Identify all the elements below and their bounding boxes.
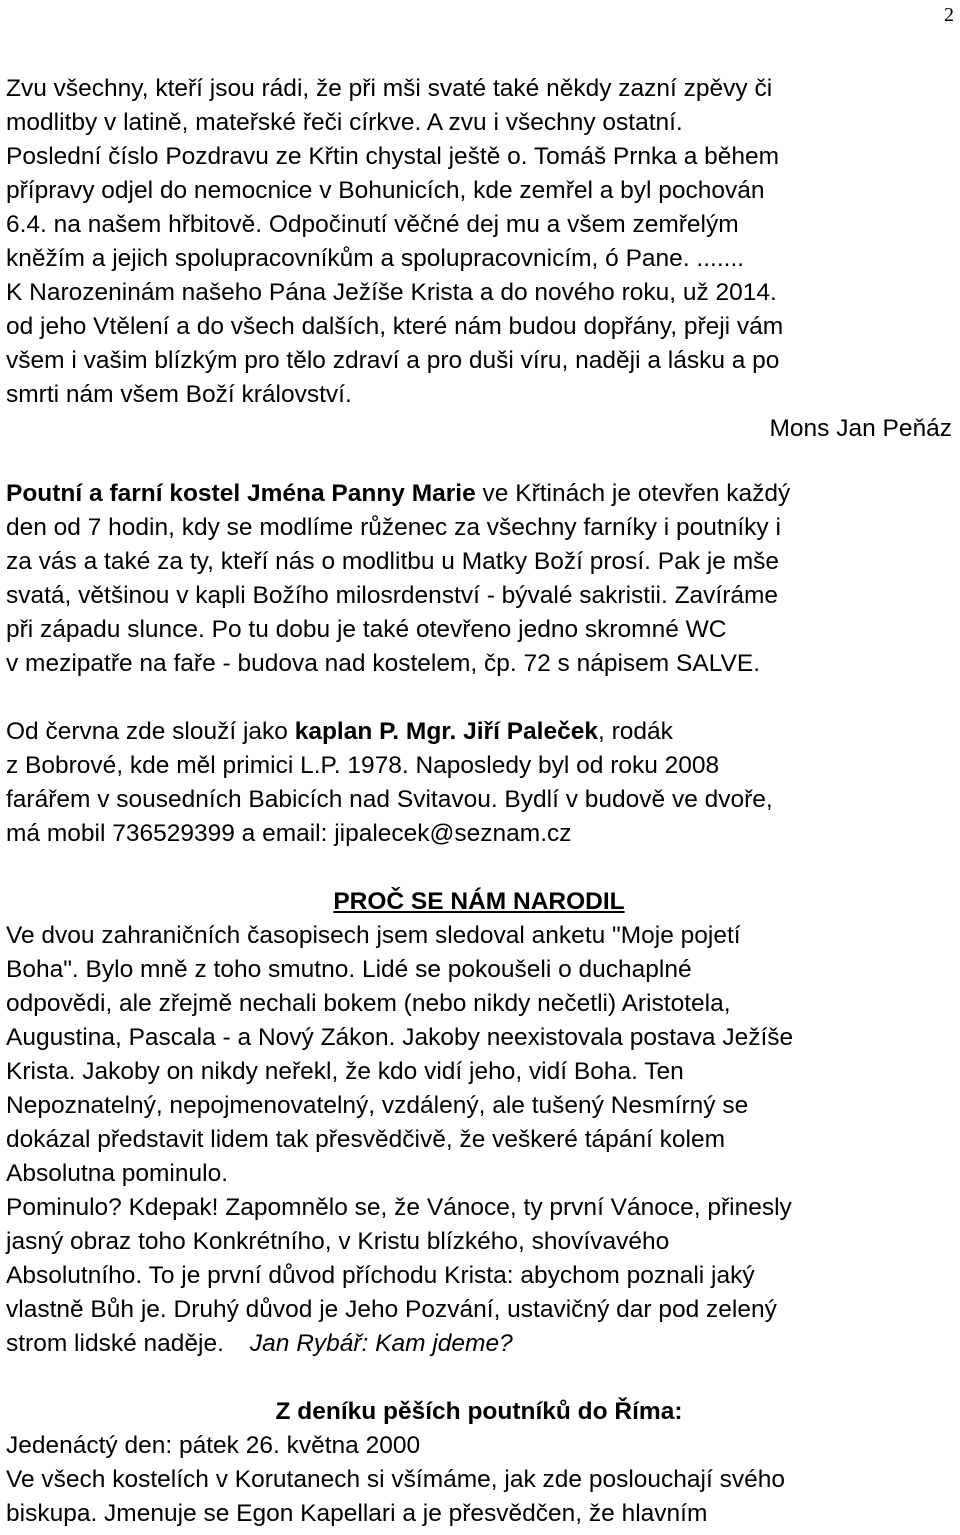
article-line: Absolutního. To je první důvod příchodu Krista: abychom poznali jaký — [6, 1262, 755, 1289]
chaplain-name: Jiří Paleček — [463, 718, 598, 745]
pilgrims-line: biskupa. Jmenuje se Egon Kapellari a je přesvědčen, že hlavním — [6, 1500, 708, 1527]
article-section — [6, 885, 952, 1361]
intro-line: K Narozeninám našeho Pána Ježíše Krista a do nového roku, už 2014. — [6, 279, 777, 306]
page-number: 2 — [944, 4, 954, 26]
article-line: Ve dvou zahraničních časopisech jsem sledoval anketu "Moje pojetí — [6, 922, 741, 949]
intro-line: přípravy odjel do nemocnice v Bohunicích, kde zemřel a byl pochován — [6, 177, 765, 204]
article-line: dokázal představit lidem tak přesvědčivě, že veškeré tápání kolem — [6, 1126, 726, 1153]
church-line — [6, 477, 952, 511]
article-line: Absolutna pominulo. — [6, 1160, 229, 1187]
church-line: den od 7 hodin, kdy se modlíme růženec za všechny farníky i poutníky i — [6, 514, 781, 541]
chaplain-title: kaplan P. Mgr. — [294, 718, 457, 745]
church-line: při západu slunce. Po tu dobu je také otevřeno jedno skromné WC — [6, 616, 727, 643]
article-line: Pominulo? Kdepak! Zapomnělo se, že Vánoce, ty první Vánoce, přinesly — [6, 1194, 792, 1221]
chaplain-line-rest: , rodák — [597, 718, 673, 745]
article-source: Jan Rybář: Kam jdeme? — [249, 1330, 513, 1357]
church-name: Poutní a farní kostel Jména Panny Marie — [6, 480, 476, 507]
pilgrims-line: Ve všech kostelích v Korutanech si všímáme, jak zde poslouchají svého — [6, 1466, 785, 1493]
article-line: vlastně Bůh je. Druhý důvod je Jeho Pozvání, ustavičný dar pod zelený — [6, 1296, 777, 1323]
article-line-text: strom lidské naděje. — [6, 1330, 224, 1357]
intro-line: Zvu všechny, kteří jsou rádi, že při mši svaté také někdy zazní zpěvy či — [6, 75, 773, 102]
intro-line: od jeho Vtělení a do všech dalších, které nám budou dopřány, přeji vám — [6, 313, 784, 340]
article-line: jasný obraz toho Konkrétního, v Kristu blízkého, shovívavého — [6, 1228, 670, 1255]
pilgrims-line: Jedenáctý den: pátek 26. května 2000 — [6, 1432, 421, 1459]
church-line: v mezipatře na faře - budova nad kostelem, čp. 72 s nápisem SALVE. — [6, 650, 760, 677]
church-section — [6, 477, 952, 681]
pilgrims-section — [6, 1395, 952, 1531]
spacer — [6, 681, 952, 715]
article-line: Augustina, Pascala - a Nový Zákon. Jakoby neexistovala postava Ježíše — [6, 1024, 794, 1051]
spacer — [6, 447, 952, 477]
article-line: Nepoznatelný, nepojmenovatelný, vzdálený, ale tušený Nesmírný se — [6, 1092, 749, 1119]
intro-section — [6, 72, 952, 447]
chaplain-intro: Od června zde slouží jako — [6, 718, 295, 745]
intro-line: kněžím a jejich spolupracovníkům a spolupracovnicím, ó Pane. ....... — [6, 245, 745, 272]
chaplain-line: má mobil 736529399 a email: jipalecek@seznam.cz — [6, 820, 572, 847]
chaplain-section — [6, 715, 952, 851]
article-heading: PROČ SE NÁM NARODIL — [333, 888, 625, 915]
intro-line: modlitby v latině, mateřské řeči církve. A zvu i všechny ostatní. — [6, 109, 683, 136]
page-content — [6, 72, 952, 1531]
spacer — [6, 1361, 952, 1395]
pilgrims-heading: Z deníku pěších poutníků do Říma: — [275, 1398, 683, 1425]
intro-signature: Mons Jan Peňáz — [769, 415, 952, 442]
church-line-rest: ve Křtinách je otevřen každý — [475, 480, 791, 507]
article-line: Krista. Jakoby on nikdy neřekl, že kdo vidí jeho, vidí Boha. Ten — [6, 1058, 684, 1085]
intro-line: Poslední číslo Pozdravu ze Křtin chystal ještě o. Tomáš Prnka a během — [6, 143, 780, 170]
intro-line: 6.4. na našem hřbitově. Odpočinutí věčné dej mu a všem zemřelým — [6, 211, 739, 238]
chaplain-line: z Bobrové, kde měl primici L.P. 1978. Naposledy byl od roku 2008 — [6, 752, 720, 779]
intro-line: všem i vašim blízkým pro tělo zdraví a pro duši víru, naději a lásku a po — [6, 347, 780, 374]
intro-line: smrti nám všem Boží království. — [6, 381, 352, 408]
article-line: odpovědi, ale zřejmě nechali bokem (nebo nikdy nečetli) Aristotela, — [6, 990, 731, 1017]
spacer — [6, 851, 952, 885]
chaplain-line — [6, 715, 952, 749]
church-line: za vás a také za ty, kteří nás o modlitbu u Matky Boží prosí. Pak je mše — [6, 548, 779, 575]
article-line — [6, 1327, 952, 1361]
church-line: svatá, většinou v kapli Božího milosrdenství - bývalé sakristii. Zavíráme — [6, 582, 779, 609]
chaplain-line: farářem v sousedních Babicích nad Svitavou. Bydlí v budově ve dvoře, — [6, 786, 773, 813]
article-line: Boha". Bylo mně z toho smutno. Lidé se pokoušeli o duchaplné — [6, 956, 692, 983]
